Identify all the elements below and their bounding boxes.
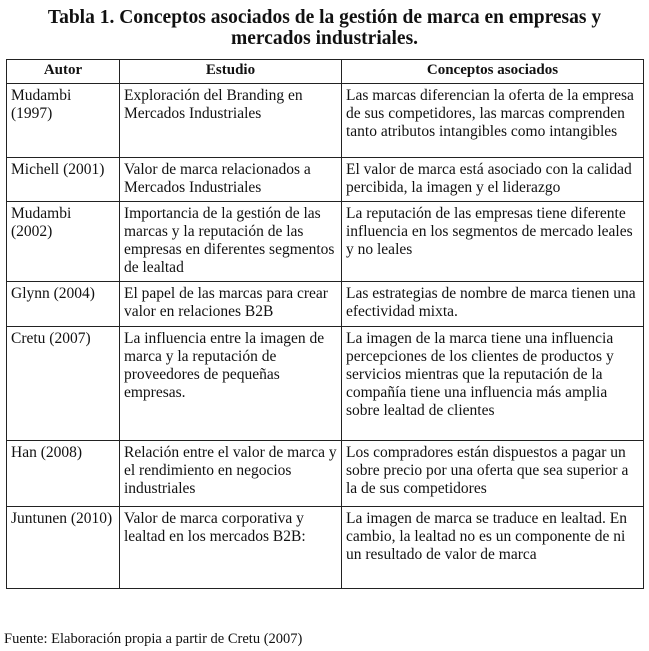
column-header-conceptos: Conceptos asociados	[342, 60, 644, 84]
table-title-line-2: mercados industriales.	[230, 28, 419, 49]
concepts-table	[6, 59, 644, 589]
cell-autor: Juntunen (2010)	[7, 507, 120, 589]
table-title	[0, 7, 649, 49]
cell-conceptos: La reputación de las empresas tiene diferente influencia en los segmentos de mercado leales y no leales	[342, 202, 644, 282]
cell-estudio: La influencia entre la imagen de marca y la reputación de proveedores de pequeñas empresas.	[120, 327, 342, 441]
cell-autor: Cretu (2007)	[7, 327, 120, 441]
cell-conceptos: La imagen de marca se traduce en lealtad. En cambio, la lealtad no es un componente de ni un resultado de valor de marca	[342, 507, 644, 589]
column-header-autor: Autor	[7, 60, 120, 84]
column-header-estudio: Estudio	[120, 60, 342, 84]
source-note: Fuente: Elaboración propia a partir de Cretu (2007)	[4, 631, 303, 647]
table-row	[7, 84, 644, 158]
cell-autor: Mudambi (1997)	[7, 84, 120, 158]
table-row	[7, 202, 644, 282]
table-header-row	[7, 60, 644, 84]
cell-autor: Han (2008)	[7, 441, 120, 507]
table-title-line-1: Tabla 1. Conceptos asociados de la gestión de marca en empresas y	[47, 7, 602, 28]
table-row	[7, 441, 644, 507]
cell-estudio: Valor de marca corporativa y lealtad en los mercados B2B:	[120, 507, 342, 589]
table-row	[7, 327, 644, 441]
table-row	[7, 507, 644, 589]
cell-conceptos: El valor de marca está asociado con la calidad percibida, la imagen y el liderazgo	[342, 158, 644, 202]
table-row	[7, 158, 644, 202]
cell-autor: Mudambi (2002)	[7, 202, 120, 282]
cell-estudio: Importancia de la gestión de las marcas y la reputación de las empresas en diferentes segmentos de lealtad	[120, 202, 342, 282]
cell-autor: Michell (2001)	[7, 158, 120, 202]
cell-estudio: Valor de marca relacionados a Mercados Industriales	[120, 158, 342, 202]
cell-conceptos: Las estrategias de nombre de marca tienen una efectividad mixta.	[342, 282, 644, 327]
cell-conceptos: Los compradores están dispuestos a pagar un sobre precio por una oferta que sea superior a la de sus competidores	[342, 441, 644, 507]
cell-estudio: Exploración del Branding en Mercados Industriales	[120, 84, 342, 158]
table-row	[7, 282, 644, 327]
cell-estudio: El papel de las marcas para crear valor en relaciones B2B	[120, 282, 342, 327]
cell-conceptos: Las marcas diferencian la oferta de la empresa de sus competidores, las marcas comprenden tanto atributos intangibles como intangibles	[342, 84, 644, 158]
cell-conceptos: La imagen de la marca tiene una influencia percepciones de los clientes de productos y servicios mientras que la reputación de la compañía tiene una influencia más amplia sobre lealtad de clientes	[342, 327, 644, 441]
cell-autor: Glynn (2004)	[7, 282, 120, 327]
cell-estudio: Relación entre el valor de marca y el rendimiento en negocios industriales	[120, 441, 342, 507]
